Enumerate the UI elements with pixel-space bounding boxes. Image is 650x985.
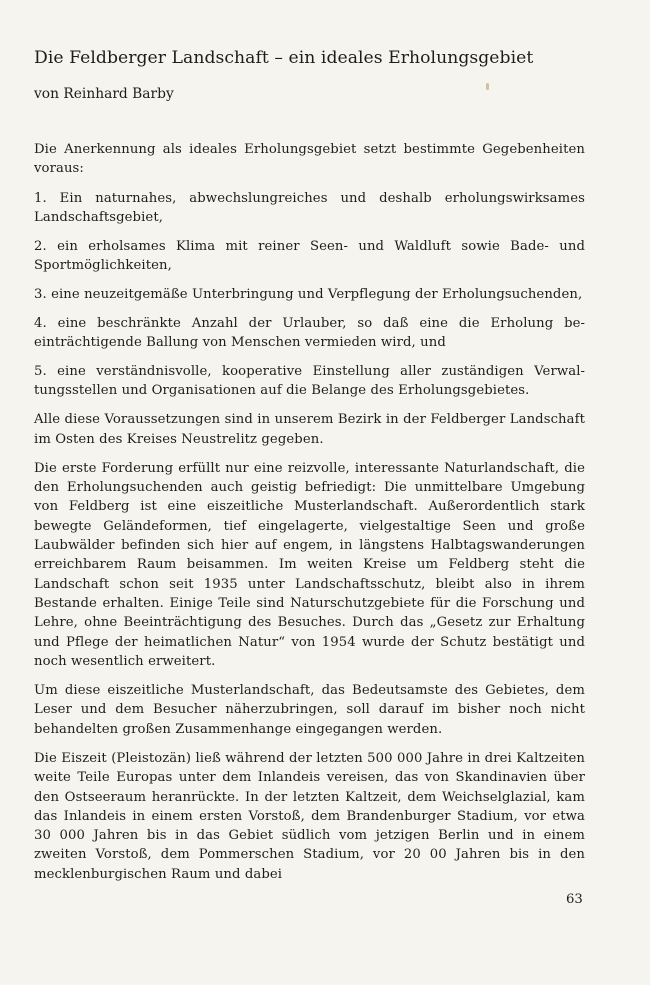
body-paragraph: Die Eiszeit (Pleistozän) ließ während der letzten 500 000 Jahre in drei Kaltzeiten weite Teile Europas unter dem Inlandeis vereisen, das von Skandinavien über den Ostseeraum heranrückte. In der letzten Kaltzeit, dem Weichselglazial, kam das Inlandeis in einem ersten Vorstoß, dem Brandenburger Stadium, vor etwa 30 000 Jahren bis in das Gebiet südlich vom jetzigen Berlin und in einem zweiten Vorstoß, dem Pommerschen Stadium, vor 20 00 Jahren bis in den mecklenburgischen Raum und dabei	[34, 750, 585, 882]
list-item: 5. eine verständnisvolle, kooperative Einstellung aller zuständigen Verwaltungsstellen und Organisationen auf die Belange des Erholungsgebietes.	[34, 364, 585, 399]
article-body	[34, 140, 585, 894]
body-paragraph: Alle diese Voraussetzungen sind in unserem Bezirk in der Feldberger Landschaft im Osten des Kreises Neustrelitz gegeben.	[34, 412, 585, 447]
list-item: 2. ein erholsames Klima mit reiner Seen- und Waldluft sowie Bade- und Sportmöglichkeiten,	[34, 238, 585, 274]
list-item: 4. eine beschränkte Anzahl der Urlauber, so daß eine die Erholung beeinträchtigende Ballung von Menschen vermieden wird, und	[34, 315, 585, 351]
list-item: 3. eine neuzeitgemäße Unterbringung und Verpflegung der Erholungsuchenden,	[34, 286, 583, 302]
author-line: von Reinhard Barby	[34, 86, 174, 102]
body-paragraph: Um diese eiszeitliche Musterlandschaft, das Bedeutsamste des Gebietes, dem Leser und dem Besucher näherzubringen, soll darauf im bisher noch nicht behandelten großen Zusammenhange eingegangen werden.	[34, 683, 585, 737]
article-title: Die Feldberger Landschaft – ein ideales Erholungsgebiet	[34, 48, 534, 68]
body-paragraph: Die erste Forderung erfüllt nur eine reizvolle, interessante Naturlandschaft, die den Erholungsuchenden auch geistig befriedigt: Die unmittelbare Umgebung von Feldberg ist eine eiszeitliche Musterlandschaft. Außerordentlich stark bewegte Geländeformen, tief eingelagerte, vielgestaltige Seen und große Laubwälder befinden sich hier auf engem, in längstens Halbtagswanderungen erreichbarem Raum beisammen. Im weiten Kreise um Feldberg steht die Landschaft schon seit 1935 unter Landschaftsschutz, bleibt also in ihrem Bestande erhalten. Einige Teile sind Naturschutzgebiete für die Forschung und Lehre, ohne Beeinträchtigung des Besuches. Durch das „Gesetz zur Erhaltung und Pflege der heimatlichen Natur“ von 1954 wurde der Schutz bestätigt und noch wesentlich erweitert.	[34, 460, 585, 669]
list-item: 1. Ein naturnahes, abwechslungreiches und deshalb erholungswirksames Landschaftsgebiet,	[34, 190, 585, 225]
page-number: 63	[566, 892, 583, 907]
intro-paragraph: Die Anerkennung als ideales Erholungsgebiet setzt bestimmte Gegebenheiten voraus:	[34, 142, 585, 177]
ink-speck	[486, 83, 489, 90]
